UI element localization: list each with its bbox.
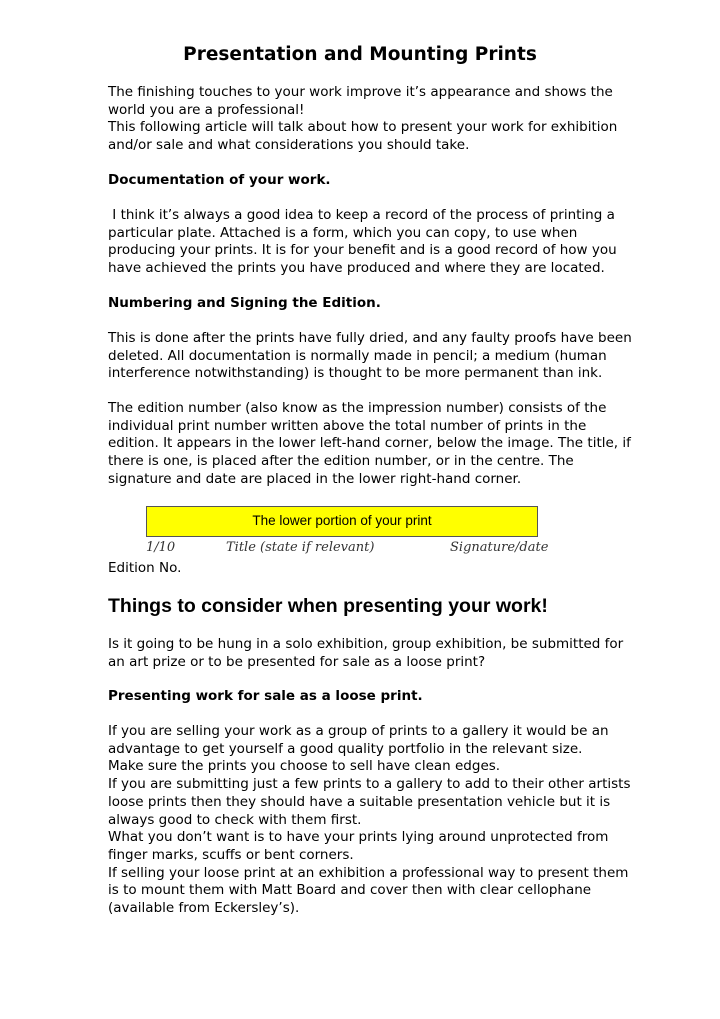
print-box-label: The lower portion of your print xyxy=(252,513,432,528)
text-line: producing your prints. It is for your benefit and is a good record of how you xyxy=(108,242,617,259)
text-line: The edition number (also know as the impression number) consists of the xyxy=(108,400,607,416)
consider-paragraph xyxy=(108,636,628,671)
text-line: there is one, is placed after the edition number, or in the centre. The xyxy=(108,453,574,470)
documentation-paragraph xyxy=(108,207,628,278)
consider-heading: Things to consider when presenting your work! xyxy=(108,595,548,617)
text-line: This is done after the prints have fully dried, and any faulty proofs have been xyxy=(108,330,632,346)
numbering-paragraph-2 xyxy=(108,400,631,489)
text-line: advantage to get yourself a good quality portfolio in the relevant size. xyxy=(108,740,583,757)
text-line: particular plate. Attached is a form, which you can copy, to use when xyxy=(108,224,578,241)
text-line: If selling your loose print at an exhibition a professional way to present them xyxy=(108,864,629,881)
text-line: signature and date are placed in the lower right-hand corner. xyxy=(108,470,522,487)
loose-print-paragraph xyxy=(108,723,631,918)
text-line: loose prints then they should have a suitable presentation vehicle but it is xyxy=(108,793,611,810)
text-line: (available from Eckersley’s). xyxy=(108,900,300,917)
page-title: Presentation and Mounting Prints xyxy=(183,44,537,65)
text-line: world you are a professional! xyxy=(108,101,305,118)
documentation-heading: Documentation of your work. xyxy=(108,172,331,188)
text-line: Make sure the prints you choose to sell have clean edges. xyxy=(108,758,501,775)
text-line: If you are submitting just a few prints to a gallery to add to their other artists xyxy=(108,776,631,793)
edition-mark: 1/10 xyxy=(146,540,176,555)
numbering-paragraph-1 xyxy=(108,330,632,383)
text-line: interference notwithstanding) is thought to be more permanent than ink. xyxy=(108,365,603,382)
signature-mark: Signature/date xyxy=(450,540,549,555)
text-line: individual print number written above the total number of prints in the xyxy=(108,417,587,434)
text-line: and/or sale and what considerations you should take. xyxy=(108,137,470,154)
text-line: deleted. All documentation is normally made in pencil; a medium (human xyxy=(108,347,607,364)
text-line: This following article will talk about how to present your work for exhibition xyxy=(108,119,618,136)
text-line: edition. It appears in the lower left-hand corner, below the image. The title, if xyxy=(108,435,631,452)
print-lower-portion-box xyxy=(146,506,538,537)
text-line: an art prize or to be presented for sale as a loose print? xyxy=(108,653,486,670)
text-line: The finishing touches to your work improve it’s appearance and shows the xyxy=(108,84,613,100)
text-line: I think it’s always a good idea to keep a record of the process of printing a xyxy=(108,207,615,223)
numbering-heading: Numbering and Signing the Edition. xyxy=(108,295,381,311)
title-mark: Title (state if relevant) xyxy=(226,540,375,555)
text-line: If you are selling your work as a group of prints to a gallery it would be an xyxy=(108,723,609,739)
edition-caption: Edition No. xyxy=(108,560,182,576)
loose-print-heading: Presenting work for sale as a loose print. xyxy=(108,688,423,704)
text-line: is to mount them with Matt Board and cover then with clear cellophane xyxy=(108,882,592,899)
text-line: always good to check with them first. xyxy=(108,811,362,828)
text-line: have achieved the prints you have produced and where they are located. xyxy=(108,260,605,277)
text-line: finger marks, scuffs or bent corners. xyxy=(108,846,354,863)
text-line: Is it going to be hung in a solo exhibition, group exhibition, be submitted for xyxy=(108,636,624,652)
intro-paragraph xyxy=(108,84,628,155)
text-line: What you don’t want is to have your prints lying around unprotected from xyxy=(108,829,609,846)
